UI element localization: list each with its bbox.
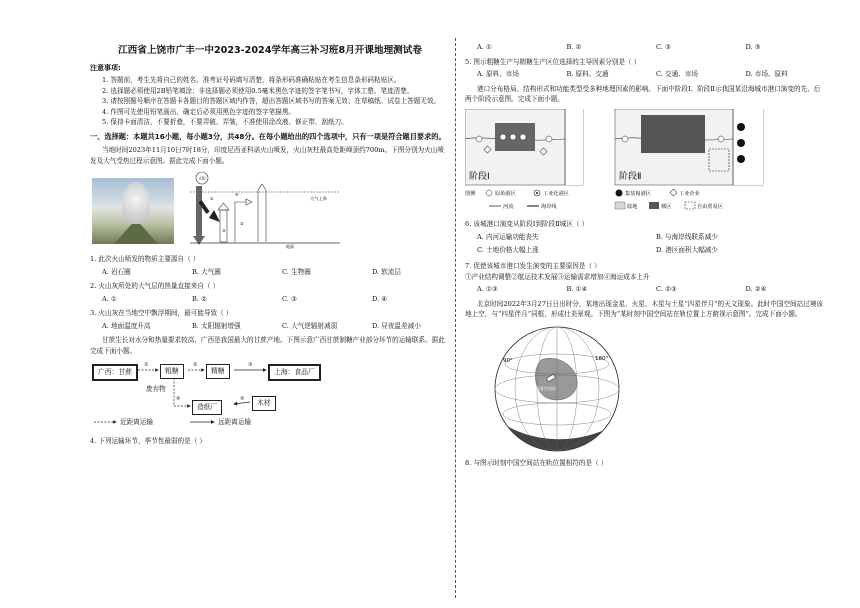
option-b[interactable]: B. 大气圈: [192, 267, 221, 276]
option-a[interactable]: A. 内河运输功能丧失: [477, 233, 539, 241]
section-heading: 一、选择题：本题共16小题，每小题3分，共48分。在每小题给出的四个选项中，只有一项是符合题目要求的。: [90, 131, 446, 141]
legend-coastline: 海岸线: [541, 203, 557, 210]
legend-ftz: 自由贸易区: [697, 203, 723, 210]
question-8: [465, 458, 823, 469]
option-c[interactable]: C. 生物圈: [282, 267, 311, 276]
ground-label: 地面: [286, 244, 294, 249]
right-column: [465, 42, 823, 468]
label-n2: ②: [240, 221, 244, 226]
legend-far: 远距离运输: [218, 418, 251, 426]
question-7: [465, 261, 823, 295]
question-stem: 1. 此次火山喷发的物质主要源自（ ）: [90, 255, 200, 263]
question-line: ①产业结构调整②航运技术发展③运输需求增加④海运成本上升: [465, 272, 650, 281]
question-stem: 5. 图示粗糖生产与精糖生产区位选择的主导因素分别是（ ）: [465, 57, 641, 66]
question-stem: 3. 火山灰在当地空中飘浮期间，最可能导致（ ）: [90, 309, 233, 317]
question-3: [90, 308, 450, 331]
option-a[interactable]: A. ①: [102, 294, 117, 303]
figure-volcano: [90, 170, 450, 250]
label-n4: ④: [235, 192, 239, 197]
sun-label: 太阳: [198, 176, 206, 181]
option-c[interactable]: C. 大气逆辐射减弱: [282, 321, 338, 330]
legend-industrial-enterprise: 工业企业: [679, 190, 700, 197]
legend-industrial-port: 工业化港区: [543, 190, 569, 197]
port-stages-diagram: [465, 109, 765, 215]
globe-diagram: [477, 324, 647, 454]
legend-urban: 城区: [661, 203, 672, 210]
question-6: [465, 219, 823, 258]
option-a[interactable]: A. ①③: [477, 285, 498, 293]
box-shanghai: 上海：食品厂: [268, 364, 321, 381]
notice-item: 4. 作图可先使用铅笔画出，确定后必须用黑色字迹的签字笔描黑。: [102, 107, 296, 116]
option-d[interactable]: D. 软流层: [372, 267, 402, 276]
option-a[interactable]: A. 岩石圈: [102, 267, 131, 276]
question-stem: 2. 火山灰所处的大气层的热量直接来自（ ）: [90, 282, 220, 290]
label-n3: ③: [222, 228, 226, 233]
legend-land: 陆地: [627, 203, 638, 210]
option-b[interactable]: B. 与海岸线联系减少: [656, 233, 718, 241]
stage1-label: 阶段Ⅰ: [469, 171, 490, 182]
legend-river: 河流: [503, 203, 514, 210]
heating-diagram: [190, 170, 350, 250]
option-b[interactable]: B. ②: [192, 294, 207, 303]
box-refined-sugar: 精糖: [206, 364, 230, 379]
figure-sugar-flow: [90, 360, 450, 432]
question-1: [90, 254, 450, 277]
option-a[interactable]: A. ①: [477, 43, 492, 51]
notice-item: 3. 请按照题号顺序在答题卡各题目的答题区域内作答，超出答题区域书写的答案无效；在草稿纸、试卷上答题无效。: [102, 97, 441, 105]
page-title: 江西省上饶市广丰一中2023-2024学年高三补习班8月开课地理测试卷: [118, 45, 422, 56]
question-5: [465, 57, 823, 80]
option-d[interactable]: D. 昼夜温差减小: [372, 321, 421, 330]
box-paper-mill: 造纸厂: [192, 400, 222, 415]
question-stem: 4. 下列运输环节，季节性最弱的是（ ）: [90, 437, 206, 445]
option-a[interactable]: A. 原料、市场: [477, 70, 519, 78]
passage: 北京时间2022年3月27日日出时分，某地出现金星、火星、木星与土星“四星伴月”的天文现象。此时中国空间站过境该地上空，与“四星伴月”同框，形成壮美景观。下图为“某时刻中国空间站在轨位置上方俯视示意图”。完成下面小题。: [465, 299, 824, 318]
question-stem: 8. 与图示时刻中国空间站在轨位置相符的是（ ）: [465, 458, 608, 467]
option-d[interactable]: D. 市场、原料: [745, 70, 788, 78]
atm-top-label: 大气上界: [310, 196, 327, 201]
option-c[interactable]: C. 土地价格大幅上涨: [477, 246, 539, 254]
question-4: [90, 436, 450, 447]
degree-90: 90°: [503, 357, 513, 364]
box-wood: 木材: [252, 396, 276, 411]
stage2-label: 阶段Ⅱ: [619, 171, 642, 182]
option-d[interactable]: D. ②④: [745, 285, 767, 293]
label-n3: ③: [248, 362, 253, 368]
figure-globe: [465, 324, 823, 454]
left-column: [90, 42, 450, 447]
label-n1: ①: [144, 362, 149, 368]
volcano-photo: [92, 178, 174, 244]
notice-heading: 注意事项:: [90, 63, 121, 72]
notice-item: 5. 保持卡面清洁，不要折叠，不要弄破、弄皱，不准使用涂改液、修正带、刮纸刀。: [102, 118, 348, 126]
option-c[interactable]: C. ②③: [656, 285, 677, 293]
option-d[interactable]: D. 港区面积大幅减少: [656, 246, 718, 254]
option-d[interactable]: D. ④: [372, 294, 388, 303]
station-label: 中国空间站: [535, 385, 556, 391]
option-c[interactable]: C. ③: [656, 43, 671, 51]
notice-item: 1. 答题前，考生先将自己的姓名、准考证号码填写清楚，将条形码准确粘贴在考生信息条形码粘贴区。: [102, 76, 401, 84]
label-n1: ①: [210, 196, 214, 201]
option-d[interactable]: D. ⑤: [745, 43, 761, 51]
label-n4: ④: [176, 396, 181, 402]
degree-180: 180°: [595, 355, 609, 362]
option-b[interactable]: B. ①④: [566, 285, 588, 293]
label-waste: 废弃物: [146, 385, 166, 393]
question-4-options: [465, 42, 823, 53]
legend-container-port: 集装箱港区: [625, 190, 651, 197]
option-b[interactable]: B. 太阳辐射增强: [192, 321, 241, 330]
legend-original-port: 原始港区: [495, 190, 516, 197]
legend-near: 近距离运输: [120, 418, 153, 426]
passage: 当地时间2023年11月10日7时18分，印度尼西亚科诺火山喷发，火山灰柱最高处距峰顶约700m。下图分别为火山喷发及大气受热过程示意图。据此完成下面小题。: [90, 146, 444, 165]
box-guangxi: 广西：甘蔗: [92, 364, 138, 381]
column-divider: [455, 38, 456, 598]
option-b[interactable]: B. ②: [566, 43, 582, 51]
option-c[interactable]: C. 交通、市场: [656, 70, 698, 78]
passage: 甘蔗生长对水分和热量要求较高，广西是我国最大的甘蔗产地。下图示意广西甘蔗制糖产业部分环节的运输联系。据此完成下面小题。: [90, 336, 445, 355]
passage: 港口分布格局、结构形式和功能类型受多种地理因素的影响。下面中阶段Ⅰ、阶段Ⅱ示我国某沿海城市港口演变的先、后两个阶段示意图。完成下面小题。: [465, 84, 821, 103]
legend-title: 图例: [465, 190, 476, 197]
label-n2: ②: [193, 362, 198, 368]
question-stem: 7. 促使该城市港口发生演变的主要原因是（ ）: [465, 262, 601, 270]
option-a[interactable]: A. 地面温度升高: [102, 321, 151, 330]
question-2: [90, 281, 450, 304]
option-b[interactable]: B. 原料、交通: [566, 70, 609, 78]
option-c[interactable]: C. ③: [282, 294, 297, 303]
label-n5: ⑤: [240, 396, 245, 402]
figure-port-stages: [465, 109, 823, 215]
notice-item: 2. 选择题必须使用2B铅笔填涂；非选择题必须使用0.5毫米黑色字迹的签字笔书写，字体工整、笔迹清楚。: [102, 86, 414, 95]
question-stem: 6. 该城港口演变从阶段Ⅰ到阶段Ⅱ城区（ ）: [465, 219, 589, 228]
box-raw-sugar: 粗糖: [160, 364, 184, 379]
